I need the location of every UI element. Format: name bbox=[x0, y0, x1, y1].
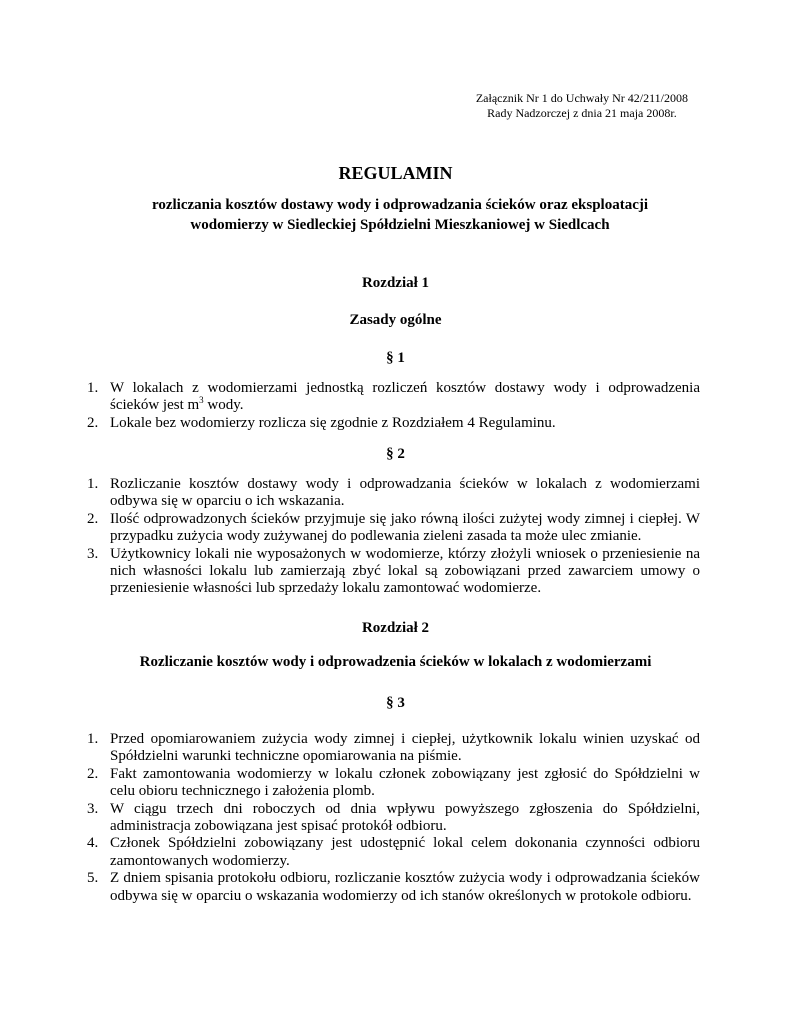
item-text: Ilość odprowadzonych ścieków przyjmuje się jako równą ilości zużytej wody zimnej i ciepłej. W przypadku zużycia wody zużywanej do podlewania zieleni zasada ta może ulec zmianie. bbox=[110, 510, 700, 545]
item-number: 1. bbox=[87, 476, 99, 492]
chapter-1-heading: Rozdział 1 bbox=[361, 275, 430, 291]
item-text: Użytkownicy lokali nie wyposażonych w wodomierze, którzy złożyli wniosek o przeniesienie na nich własności lokalu lub zamierzają zbyć lokal są zobowiązani przed zawarciem umowy o przeniesienie własności lub sprzedaży lokalu zamontować wodomierze. bbox=[110, 545, 700, 597]
superscript: 3 bbox=[199, 395, 204, 406]
item-text: W lokalach z wodomierzami jednostką rozliczeń kosztów dostawy wody i odprowadzenia ścieków jest m bbox=[110, 380, 700, 414]
list-item bbox=[87, 511, 700, 546]
item-number: 3. bbox=[87, 800, 99, 817]
list-item bbox=[87, 476, 700, 511]
item-text-end: wody. bbox=[203, 397, 244, 414]
annex-note bbox=[476, 91, 688, 121]
item-text: Fakt zamontowania wodomierzy w lokalu członek zobowiązany jest zgłosić do Spółdzielni w celu obioru technicznego i założenia plomb. bbox=[110, 765, 700, 800]
list-item bbox=[87, 731, 700, 766]
chapter-1-name: Zasady ogólne bbox=[349, 312, 442, 328]
item-number: 3. bbox=[87, 545, 99, 562]
list-item bbox=[87, 546, 700, 598]
item-text: Rozliczanie kosztów dostawy wody i odprowadzania ścieków w lokalach z wodomierzami odbywa się w oparciu o ich wskazania. bbox=[110, 476, 700, 510]
list-item bbox=[87, 415, 700, 432]
document-subtitle bbox=[100, 195, 700, 235]
item-number: 4. bbox=[87, 835, 99, 852]
list-item bbox=[87, 801, 700, 836]
list-item bbox=[87, 380, 700, 415]
paragraph-1-sign: § 1 bbox=[386, 350, 405, 366]
paragraph-2-sign: § 2 bbox=[386, 446, 405, 462]
paragraph-1-list bbox=[87, 380, 700, 432]
list-item bbox=[87, 766, 700, 801]
item-text: Z dniem spisania protokołu odbioru, rozliczanie kosztów zużycia wody i odprowadzania ścieków odbywa się w oparciu o wskazania wodomierzy od ich stanów określonych w protokole odbioru. bbox=[110, 870, 700, 904]
paragraph-2-list bbox=[87, 476, 700, 598]
subtitle-line-1: rozliczania kosztów dostawy wody i odprowadzania ścieków oraz eksploatacji bbox=[151, 197, 649, 213]
annex-line-1: Załącznik Nr 1 do Uchwały Nr 42/211/2008 bbox=[475, 91, 688, 105]
item-number: 2. bbox=[87, 414, 99, 431]
list-item bbox=[87, 870, 700, 905]
item-text: Członek Spółdzielni zobowiązany jest udostępnić lokal celem dokonania czynności odbioru zamontowanych wodomierzy. bbox=[110, 835, 700, 869]
item-number: 2. bbox=[87, 510, 99, 527]
subtitle-line-2: wodomierzy w Siedleckiej Spółdzielni Mieszkaniowej w Siedlcach bbox=[190, 217, 610, 233]
item-number: 1. bbox=[87, 731, 99, 747]
item-number: 5. bbox=[87, 870, 99, 887]
paragraph-3-list bbox=[87, 731, 700, 905]
chapter-2-name: Rozliczanie kosztów wody i odprowadzenia ścieków w lokalach z wodomierzami bbox=[139, 654, 652, 670]
annex-line-2: Rady Nadzorczej z dnia 21 maja 2008r. bbox=[487, 106, 677, 120]
item-text: W ciągu trzech dni roboczych od dnia wpływu powyższego zgłoszenia do Spółdzielni, administracja zobowiązana jest spisać protokół odbioru. bbox=[110, 800, 700, 835]
item-text: Lokale bez wodomierzy rozlicza się zgodnie z Rozdziałem 4 Regulaminu. bbox=[110, 414, 556, 431]
paragraph-3-sign: § 3 bbox=[386, 695, 405, 711]
list-item bbox=[87, 835, 700, 870]
document-title: REGULAMIN bbox=[338, 163, 453, 183]
item-number: 1. bbox=[87, 380, 99, 396]
item-text: Przed opomiarowaniem zużycia wody zimnej i ciepłej, użytkownik lokalu winien uzyskać od Spółdzielni warunki techniczne opomiarowania na piśmie. bbox=[110, 731, 700, 765]
item-number: 2. bbox=[87, 765, 99, 782]
chapter-2-heading: Rozdział 2 bbox=[361, 620, 430, 636]
